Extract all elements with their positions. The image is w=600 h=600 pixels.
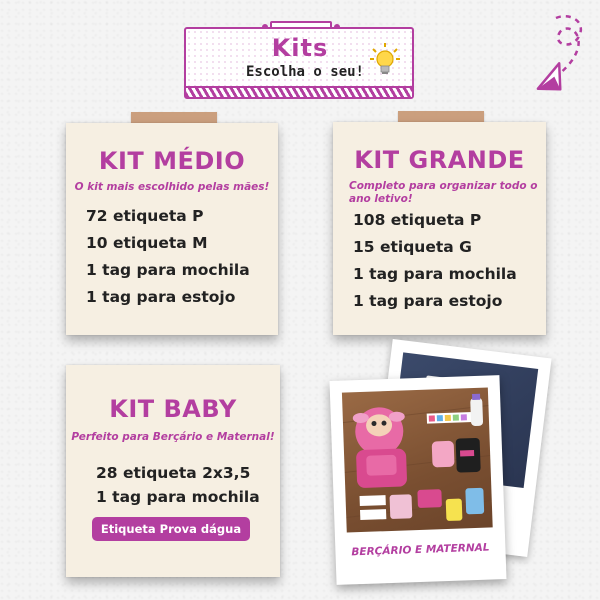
list-item: 72 etiqueta P bbox=[86, 207, 204, 225]
page-subtitle: Escolha o seu! bbox=[245, 64, 364, 80]
list-item: 1 tag para estojo bbox=[353, 292, 503, 310]
list-item: 1 tag para mochila bbox=[353, 265, 517, 283]
card-item-list bbox=[96, 461, 260, 509]
list-item: 10 etiqueta M bbox=[86, 234, 208, 252]
list-item: 108 etiqueta P bbox=[353, 211, 482, 229]
list-item: 1 tag para estojo bbox=[86, 288, 236, 306]
page-title: Kits bbox=[271, 34, 329, 62]
card-subtitle: Perfeito para Berçário e Maternal! bbox=[71, 431, 275, 443]
card-kit-baby bbox=[66, 365, 280, 577]
header-stripe bbox=[186, 86, 412, 97]
list-item: 1 tag para mochila bbox=[86, 261, 250, 279]
list-item: 28 etiqueta 2x3,5 bbox=[96, 464, 251, 482]
card-kit-medio bbox=[66, 123, 278, 335]
waterproof-label-badge: Etiqueta Prova dágua bbox=[92, 517, 250, 541]
product-photo bbox=[342, 388, 493, 533]
photo-caption: BERÇÁRIO E MATERNAL bbox=[351, 541, 490, 559]
card-kit-grande bbox=[333, 122, 546, 335]
card-item-list bbox=[353, 207, 517, 315]
card-subtitle: O kit mais escolhido pelas mães! bbox=[74, 181, 270, 193]
card-item-list bbox=[86, 203, 250, 311]
list-item: 1 tag para mochila bbox=[96, 488, 260, 506]
card-title: KIT MÉDIO bbox=[98, 147, 246, 175]
paper-plane-icon bbox=[508, 10, 598, 110]
lightbulb-icon bbox=[370, 42, 400, 78]
list-item: 15 etiqueta G bbox=[353, 238, 472, 256]
card-title: KIT GRANDE bbox=[354, 146, 525, 174]
card-title: KIT BABY bbox=[109, 395, 237, 423]
baby-kit-photo-illustration bbox=[342, 388, 493, 533]
polaroid-front bbox=[329, 375, 506, 585]
card-subtitle: Completo para organizar todo o ano letivo! bbox=[349, 180, 538, 205]
